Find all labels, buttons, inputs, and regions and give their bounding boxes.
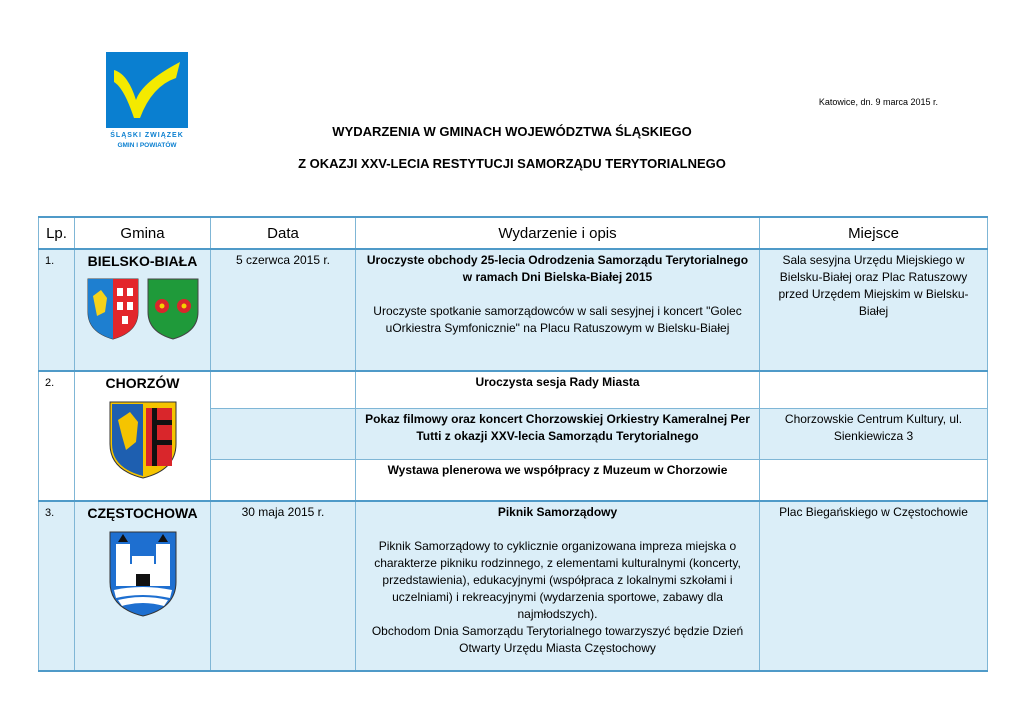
- page-title: WYDARZENIA W GMINACH WOJEWÓDZTWA ŚLĄSKIEGO: [332, 124, 692, 139]
- event-date: [211, 459, 356, 501]
- logo-text-2: GMIN I POWIATÓW: [117, 142, 177, 149]
- logo-text-1: ŚLĄSKI ZWIĄZEK: [110, 132, 184, 139]
- event-title: Piknik Samorządowy: [497, 505, 618, 519]
- header-lp: Lp.: [39, 217, 75, 249]
- table-row: [39, 501, 988, 671]
- event-description: Uroczyste spotkanie samorządowców w sali sesyjnej i koncert "Golec uOrkiestra Symfonicznie" na Placu Ratuszowym w Bielsku-Białej: [373, 304, 742, 335]
- gmina-name: CZĘSTOCHOWA: [87, 505, 198, 521]
- table-header-row: [39, 217, 988, 249]
- table-row: [39, 249, 988, 371]
- event-place: Plac Biegańskiego w Częstochowie: [760, 501, 988, 671]
- header-data: Data: [211, 217, 356, 249]
- page-subtitle: Z OKAZJI XXV-LECIA RESTYTUCJI SAMORZĄDU TERYTORIALNEGO: [298, 156, 726, 171]
- event-date: 5 czerwca 2015 r.: [211, 249, 356, 371]
- event-date: 30 maja 2015 r.: [211, 501, 356, 671]
- row-number: 1.: [39, 249, 75, 371]
- biala-crest-icon: [147, 278, 199, 340]
- event-description-cell: [356, 249, 760, 371]
- event-place: [760, 371, 988, 408]
- events-table: [38, 216, 988, 672]
- event-description-cell: [356, 459, 760, 501]
- event-place: Sala sesyjna Urzędu Miejskiego w Bielsku-Białej oraz Plac Ratuszowy przed Urzędem Miejskim w Bielsku-Białej: [760, 249, 988, 371]
- event-description-cell: [356, 371, 760, 408]
- event-date: [211, 408, 356, 459]
- header-miejsce: Miejsce: [760, 217, 988, 249]
- event-description-cell: [356, 501, 760, 671]
- gmina-cell: [75, 501, 211, 671]
- event-title: Uroczysta sesja Rady Miasta: [475, 375, 640, 389]
- gmina-name: CHORZÓW: [105, 375, 180, 391]
- event-description-cell: [356, 408, 760, 459]
- czestochowa-crest-icon: [108, 530, 178, 618]
- header-wydarzenie: Wydarzenie i opis: [356, 217, 760, 249]
- event-place: Chorzowskie Centrum Kultury, ul. Sienkiewicza 3: [760, 408, 988, 459]
- event-date: [211, 371, 356, 408]
- row-number: 2.: [39, 371, 75, 501]
- event-description: Piknik Samorządowy to cyklicznie organizowana impreza miejska o charakterze pikniku rodzinnego, z elementami kulturalnymi (koncerty, przedstawienia), edukacyjnymi (współpraca z lokalnymi szkołami i uczelniami) i rekreacyjnymi (wydarzenia sportowe, zabawy dla najmłodszych).: [374, 539, 741, 621]
- event-place: [760, 459, 988, 501]
- row-number: 3.: [39, 501, 75, 671]
- gmina-cell: [75, 249, 211, 371]
- gmina-cell: [75, 371, 211, 501]
- event-title: Pokaz filmowy oraz koncert Chorzowskiej Orkiestry Kameralnej Per Tutti z okazji XXV-lecia Samorządu Terytorialnego: [365, 411, 750, 443]
- bielsko-crest-icon: [87, 278, 139, 340]
- header-gmina: Gmina: [75, 217, 211, 249]
- event-description-extra: Obchodom Dnia Samorządu Terytorialnego towarzyszyć będzie Dzień Otwarty Urzędu Miasta Częstochowy: [371, 624, 744, 655]
- document-date: Katowice, dn. 9 marca 2015 r.: [818, 97, 938, 107]
- gmina-name: BIELSKO-BIAŁA: [87, 253, 198, 269]
- event-title: Uroczyste obchody 25-lecia Odrodzenia Samorządu Terytorialnego w ramach Dni Bielska-Białej 2015: [366, 253, 749, 284]
- event-title: Wystawa plenerowa we współpracy z Muzeum w Chorzowie: [387, 462, 728, 477]
- chorzow-crest-icon: [108, 400, 178, 480]
- table-row: [39, 371, 988, 408]
